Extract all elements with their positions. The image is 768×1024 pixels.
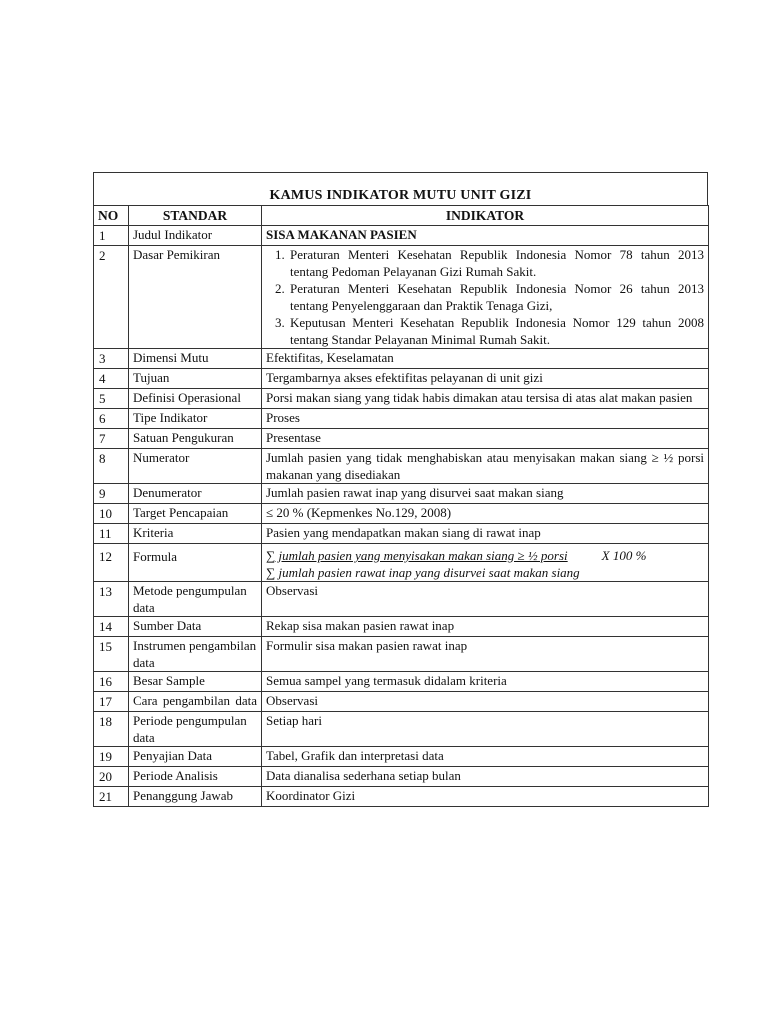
table-row — [94, 582, 709, 617]
row-indikator: Jumlah pasien rawat inap yang disurvei saat makan siang — [262, 484, 709, 504]
table-row — [94, 637, 709, 672]
row-number: 17 — [94, 692, 129, 712]
row-indikator: Pasien yang mendapatkan makan siang di rawat inap — [262, 524, 709, 544]
table-row — [94, 544, 709, 582]
row-indikator: Data dianalisa sederhana setiap bulan — [262, 767, 709, 787]
row-indikator: Formulir sisa makan pasien rawat inap — [262, 637, 709, 672]
row-number: 12 — [94, 544, 129, 582]
row-number: 6 — [94, 409, 129, 429]
row-indikator: ≤ 20 % (Kepmenkes No.129, 2008) — [262, 504, 709, 524]
row-number: 4 — [94, 369, 129, 389]
table-row — [94, 767, 709, 787]
formula-denominator: ∑ jumlah pasien rawat inap yang disurvei saat makan siang — [266, 565, 580, 580]
list-item: 2. Peraturan Menteri Kesehatan Republik Indonesia Nomor 26 tahun 2013 tentang Penyelenggaraan dan Praktik Tenaga Gizi, — [288, 280, 704, 314]
table-row — [94, 712, 709, 747]
row-number: 3 — [94, 349, 129, 369]
row-standar: Penyajian Data — [129, 747, 262, 767]
row-standar: Target Pencapaian — [129, 504, 262, 524]
row-standar: Formula — [129, 544, 262, 582]
row-standar: Satuan Pengukuran — [129, 429, 262, 449]
row-standar: Dasar Pemikiran — [129, 246, 262, 349]
row-standar: Numerator — [129, 449, 262, 484]
row-standar: Kriteria — [129, 524, 262, 544]
row-standar: Periode pengumpulan data — [129, 712, 262, 747]
header-standar: STANDAR — [129, 206, 262, 226]
row-number: 1 — [94, 226, 129, 246]
row-number: 16 — [94, 672, 129, 692]
row-indikator: Observasi — [262, 582, 709, 617]
row-standar: Tujuan — [129, 369, 262, 389]
list-item: 1. Peraturan Menteri Kesehatan Republik Indonesia Nomor 78 tahun 2013 tentang Pedoman Pelayanan Gizi Rumah Sakit. — [288, 246, 704, 280]
row-number: 9 — [94, 484, 129, 504]
indicator-dictionary-document — [93, 172, 708, 807]
list-item: 3. Keputusan Menteri Kesehatan Republik Indonesia Nomor 129 tahun 2008 tentang Standar Pelayanan Minimal Rumah Sakit. — [288, 314, 704, 348]
row-indikator: Presentase — [262, 429, 709, 449]
row-number: 15 — [94, 637, 129, 672]
legal-basis-list — [266, 246, 704, 348]
table-row — [94, 504, 709, 524]
table-row — [94, 747, 709, 767]
row-standar: Denumerator — [129, 484, 262, 504]
indicator-table — [93, 205, 709, 807]
row-standar: Dimensi Mutu — [129, 349, 262, 369]
row-indikator: SISA MAKANAN PASIEN — [262, 226, 709, 246]
row-standar: Besar Sample — [129, 672, 262, 692]
header-indikator: INDIKATOR — [262, 206, 709, 226]
table-row — [94, 484, 709, 504]
row-indikator — [262, 246, 709, 349]
table-row — [94, 369, 709, 389]
row-standar: Cara pengambilan data — [129, 692, 262, 712]
row-number: 5 — [94, 389, 129, 409]
row-number: 11 — [94, 524, 129, 544]
row-standar: Penanggung Jawab — [129, 787, 262, 807]
row-number: 20 — [94, 767, 129, 787]
row-indikator: Rekap sisa makan pasien rawat inap — [262, 617, 709, 637]
row-indikator: Efektifitas, Keselamatan — [262, 349, 709, 369]
row-number: 8 — [94, 449, 129, 484]
row-number: 21 — [94, 787, 129, 807]
row-number: 2 — [94, 246, 129, 349]
row-number: 14 — [94, 617, 129, 637]
table-row — [94, 524, 709, 544]
table-row — [94, 617, 709, 637]
row-indikator: Tabel, Grafik dan interpretasi data — [262, 747, 709, 767]
formula-numerator-line — [266, 547, 704, 564]
table-row — [94, 349, 709, 369]
row-indikator: Koordinator Gizi — [262, 787, 709, 807]
row-indikator: Tergambarnya akses efektifitas pelayanan di unit gizi — [262, 369, 709, 389]
row-number: 18 — [94, 712, 129, 747]
table-row — [94, 787, 709, 807]
row-standar: Instrumen pengambilan data — [129, 637, 262, 672]
row-indikator: Porsi makan siang yang tidak habis dimakan atau tersisa di atas alat makan pasien — [262, 389, 709, 409]
row-standar: Judul Indikator — [129, 226, 262, 246]
row-number: 19 — [94, 747, 129, 767]
table-row — [94, 409, 709, 429]
row-standar: Metode pengumpulan data — [129, 582, 262, 617]
row-standar: Sumber Data — [129, 617, 262, 637]
table-row — [94, 246, 709, 349]
table-row — [94, 226, 709, 246]
row-standar: Tipe Indikator — [129, 409, 262, 429]
row-indikator: Setiap hari — [262, 712, 709, 747]
row-indikator: Jumlah pasien yang tidak menghabiskan atau menyisakan makan siang ≥ ½ porsi makanan yang disediakan — [262, 449, 709, 484]
row-number: 10 — [94, 504, 129, 524]
table-row — [94, 429, 709, 449]
header-no: NO — [94, 206, 129, 226]
table-row — [94, 672, 709, 692]
formula-multiplier: X 100 % — [601, 548, 647, 563]
table-row — [94, 449, 709, 484]
formula-numerator: ∑ jumlah pasien yang menyisakan makan siang ≥ ½ porsi — [266, 548, 568, 563]
row-standar: Periode Analisis — [129, 767, 262, 787]
row-indikator — [262, 544, 709, 582]
document-title: KAMUS INDIKATOR MUTU UNIT GIZI — [93, 172, 708, 205]
table-header-row — [94, 206, 709, 226]
row-indikator: Observasi — [262, 692, 709, 712]
formula-denominator-line — [266, 564, 704, 581]
row-number: 7 — [94, 429, 129, 449]
row-indikator: Proses — [262, 409, 709, 429]
table-row — [94, 389, 709, 409]
row-indikator: Semua sampel yang termasuk didalam kriteria — [262, 672, 709, 692]
table-row — [94, 692, 709, 712]
row-standar: Definisi Operasional — [129, 389, 262, 409]
row-number: 13 — [94, 582, 129, 617]
